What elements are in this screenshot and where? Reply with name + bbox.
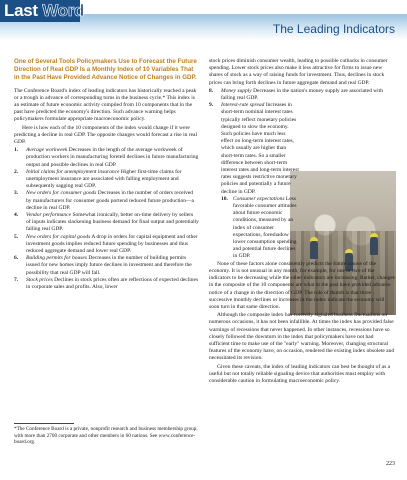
last-word-tab <box>0 0 85 22</box>
intro-paragraph: The Conference Board's index of leading indicators has historically reached a peak or a trough in advance of corresponding turns in the business cycle.* This index is an estimate of future economic activity compiled from 10 components that in the past have predicted the economy's direction. Such advance warning helps policymakers formulate appropriate macroeconomic policy. <box>14 87 197 123</box>
footnote-rule <box>14 423 74 424</box>
list-item: 5. New orders for capital goods A drop in orders for capital equipment and other investment goods implies reduced future spending by businesses and thus reduced aggregate demand and lower real GDP. <box>14 233 198 255</box>
lead-paragraph: One of Several Tools Policymakers Use to Forecast the Future Direction of Real GDP Is a Monthly Index of 10 Variables That in the Past Have Provided Advance Notice of Changes in GDP. <box>14 58 197 82</box>
list-item: 1. Average workweek Decreases in the length of the average workweek of production workers in manufacturing foretell declines in future manufacturing output and possible declines in real GDP. <box>14 147 199 168</box>
list-item: 9. Interest-rate spread Increases in short-term nominal interest rates typically reflect monetary policies designed to slow the economy. Such policies have much less effect on long-term interest rates, which usually are higher than short-term rates. So a smaller difference between short-term interest rates and long-term interest rates suggests restrictive monetary policies and potentially a future decline in GDP. <box>209 102 299 195</box>
components-paragraph: Here is how each of the 10 components of the index would change if it were predicting a decline in real GDP. The opposite changes would forecast a rise in real GDP. <box>14 124 198 146</box>
right-column <box>209 58 395 386</box>
last-word-label: Last Word <box>4 1 85 20</box>
list-item: 3. New orders for consumer goods Decreases in the number of orders received by manufacturers for consumer goods portend reduced future production—a decline in real GDP. <box>14 190 194 211</box>
list-item: 6. Building permits for houses Decreases in the number of building permits issued for new homes imply future declines in investment and therefore the possibility that real GDP will fall. <box>14 255 192 276</box>
list-item: 4. Vendor performance Somewhat ironically, better on-time delivery by sellers of inputs indicates slackening business demand for final output and potentially falling real GDP. <box>14 212 199 233</box>
page-banner <box>0 0 407 40</box>
list-item: 7. Stock prices Declines in stock prices often are reflections of expected declines in corporate sales and profits. Also, lower <box>14 276 199 291</box>
section-title: The Leading Indicators <box>272 22 395 36</box>
indicator-list-right <box>209 88 395 261</box>
given-paragraph: Given these caveats, the index of leading indicators can best be thought of as a useful but not totally reliable signaling device that authorities must employ with considerable caution in formulating macroeconomic policy. <box>209 363 391 384</box>
stock-prices-continued: stock prices diminish consumer wealth, leading to possible cutbacks in consumer spending. Lower stock prices also make it less attractive for firms to issue new shares of stock as a way of raising funds for investment. Thus, declines in stock prices can bring forth declines in future aggregate demand and real GDP. <box>209 58 388 86</box>
list-item: 8. Money supply Decreases in the nation's money supply are associated with falling real GDP. <box>209 87 383 102</box>
left-column <box>14 58 199 291</box>
page-number: 223 <box>386 461 395 467</box>
list-item: 10. Consumer expectations Less favorable consumer attitudes about future economic conditions, measured by an index of consumer expectations, foreshadow lower consumption spending and potential future declines in GDP. <box>221 195 297 260</box>
list-item: 2. Initial claims for unemployment insurance Higher first-time claims for unemployment insurance are associated with falling employment and subsequently sagging real GDP. <box>14 168 182 190</box>
although-paragraph: Although the composite index has correctly signaled business fluctuations on numerous occasions, it has not been infallible. At times the index has provided false warnings of recessions that never happened. In other instances, recessions have so closely followed the downturn in the index that policymakers have not had sufficient time to make use of the "early" warning. Moreover, changing structural features of the economy have, on occasion, rendered the existing index obsolete and necessitated its revision. <box>209 312 395 362</box>
footnote: *The Conference Board is a private, nonprofit research and business membership group, with more than 2700 corporate and other members in 60 nations. See www.conference-board.org. <box>14 426 198 446</box>
none-paragraph: None of these factors alone consistently predicts the future course of the economy. It is not unusual in any month, for example, for one or two of the indicators to be decreasing while the other indicators are increasing. Rather, changes in the composite of the 10 components are what in the past have provided advance notice of a change in the direction of GDP. The rule of thumb is that three successive monthly declines or increases in the index indicate the economy will soon turn in that same direction. <box>209 260 395 310</box>
indicator-list-left <box>14 147 199 291</box>
